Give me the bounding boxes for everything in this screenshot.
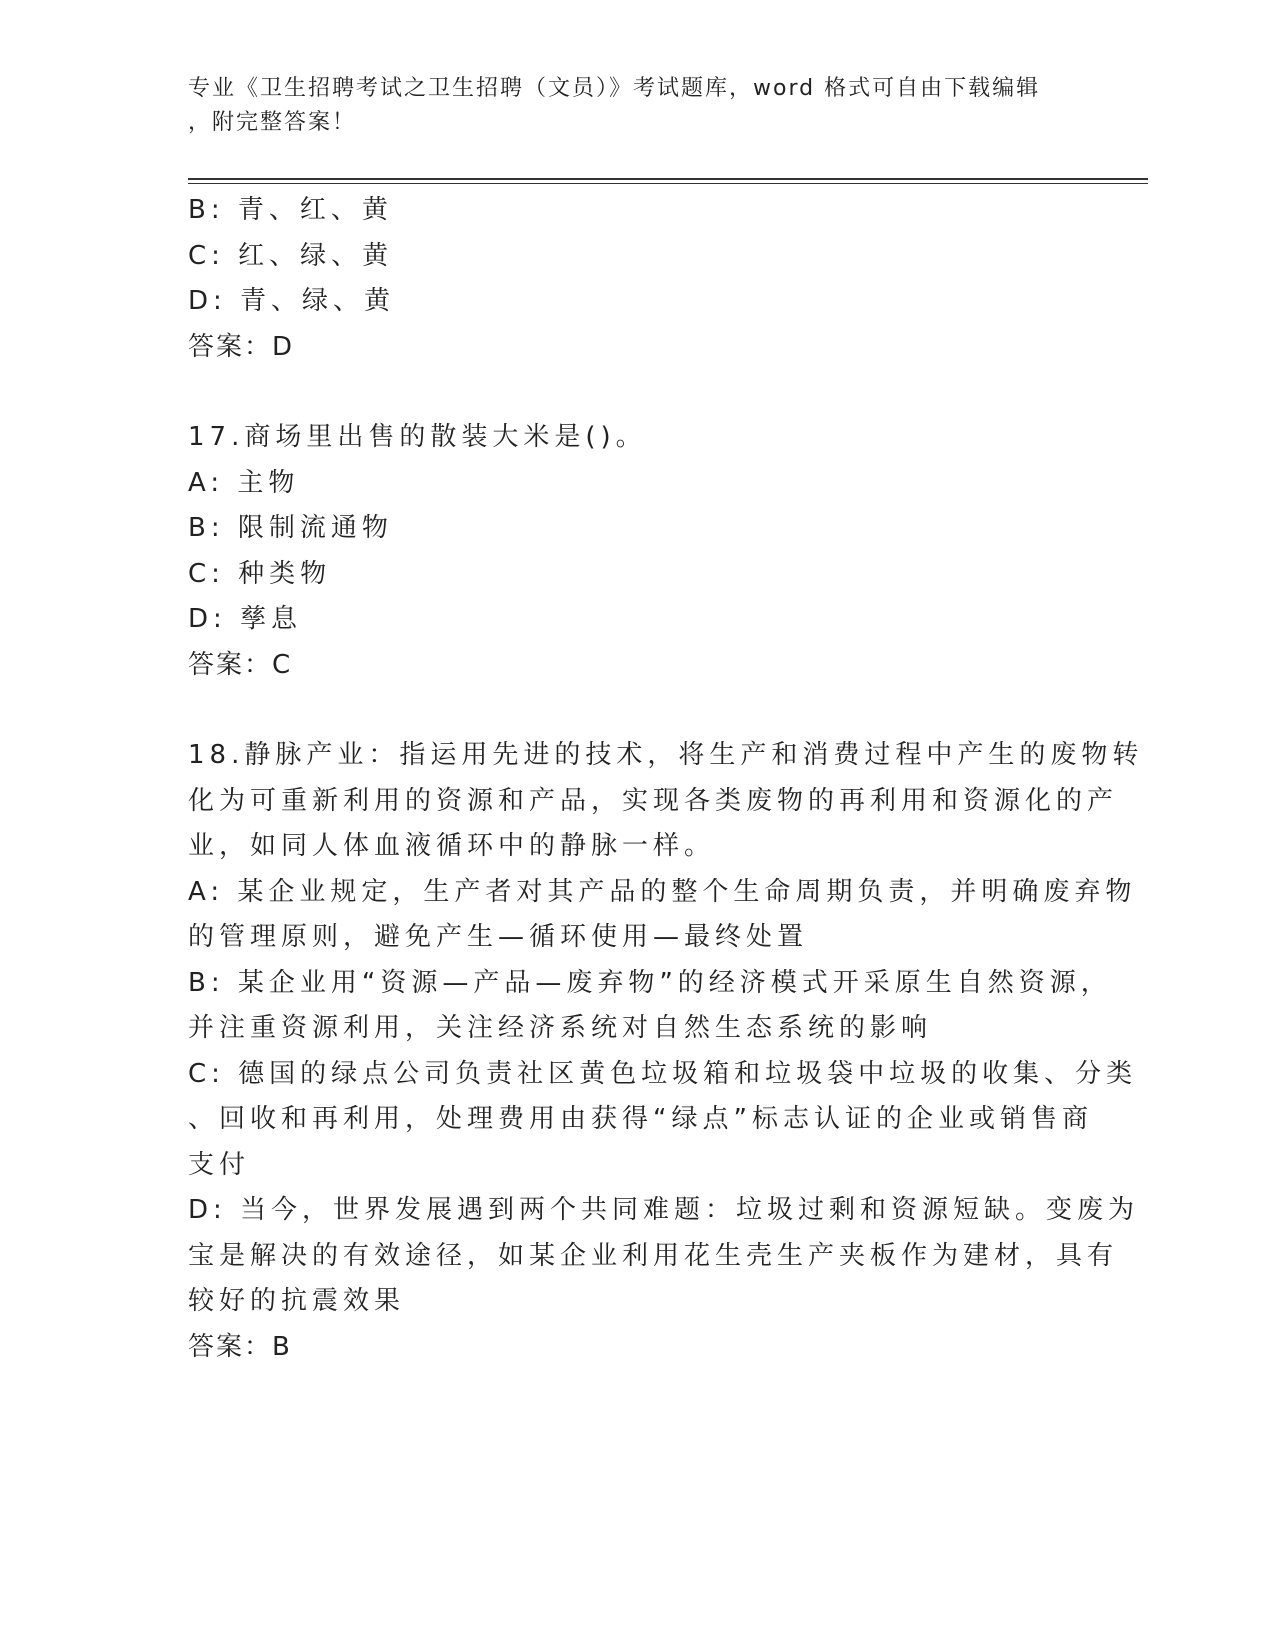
q18-option-c-line: C: 德国的绿点公司负责社区黄色垃圾箱和垃圾袋中垃圾的收集、分类 xyxy=(188,1058,1138,1089)
q17-option-a: A: 主物 xyxy=(188,467,300,498)
q18-question-line: 业，如同人体血液循环中的静脉一样。 xyxy=(188,831,716,861)
q18-option-c-line: 支付 xyxy=(188,1149,251,1180)
q18-option-b-line: 并注重资源利用，关注经济系统对自然生态系统的影响 xyxy=(188,1013,933,1043)
header-divider-thin xyxy=(188,183,1148,184)
question-18-block xyxy=(188,733,1144,1370)
q16-option-b: B: 青、红、黄 xyxy=(188,195,393,225)
q16-option-d: D: 青、绿、黄 xyxy=(188,286,396,316)
q18-question-line: 18.静脉产业：指运用先进的技术，将生产和消费过程中产生的废物转 xyxy=(188,740,1144,770)
q17-option-d: D: 孳息 xyxy=(188,604,303,634)
spacer xyxy=(188,370,1093,415)
q18-question-line: 化为可重新利用的资源和产品，实现各类废物的再利用和资源化的产 xyxy=(188,785,1119,816)
spacer xyxy=(188,688,1093,733)
q17-option-c: C: 种类物 xyxy=(188,558,332,589)
q18-option-d-line: D: 当今，世界发展遇到两个共同难题：垃圾过剩和资源短缺。变废为 xyxy=(188,1195,1140,1225)
header-divider-thick xyxy=(188,178,1148,180)
q18-option-c-line: 、回收和再利用，处理费用由获得“绿点”标志认证的企业或销售商 xyxy=(188,1104,1093,1134)
question-17-block xyxy=(188,415,1093,688)
question-16-block xyxy=(188,188,1093,370)
q18-question xyxy=(188,733,1144,870)
q18-option-a-line: A: 某企业规定，生产者对其产品的整个生命周期负责，并明确废弃物 xyxy=(188,876,1137,907)
q17-option-b: B: 限制流通物 xyxy=(188,513,393,543)
document-header xyxy=(188,72,1088,140)
q18-option-b xyxy=(188,961,1112,1052)
q18-option-d xyxy=(188,1188,1140,1325)
q17-answer: 答案：C xyxy=(188,649,293,680)
q18-answer: 答案：B xyxy=(188,1331,292,1362)
q16-option-c: C: 红、绿、黄 xyxy=(188,240,394,271)
question-content xyxy=(188,188,1144,1370)
q18-option-d-line: 较好的抗震效果 xyxy=(188,1286,406,1316)
q18-option-d-line: 宝是解决的有效途径，如某企业利用花生壳生产夹板作为建材，具有 xyxy=(188,1240,1119,1271)
q17-question: 17.商场里出售的散装大米是()。 xyxy=(188,422,647,452)
header-line-1: 专业《卫生招聘考试之卫生招聘（文员）》考试题库，word 格式可自由下载编辑 xyxy=(188,76,1041,101)
q18-option-a xyxy=(188,870,1137,961)
q18-option-a-line: 的管理原则，避免产生—循环使用—最终处置 xyxy=(188,922,809,952)
q18-option-c xyxy=(188,1052,1138,1189)
q16-answer: 答案：D xyxy=(188,331,295,362)
q18-option-b-line: B: 某企业用“资源—产品—废弃物”的经济模式开采原生自然资源， xyxy=(188,967,1112,998)
header-line-2: ，附完整答案！ xyxy=(188,110,357,135)
